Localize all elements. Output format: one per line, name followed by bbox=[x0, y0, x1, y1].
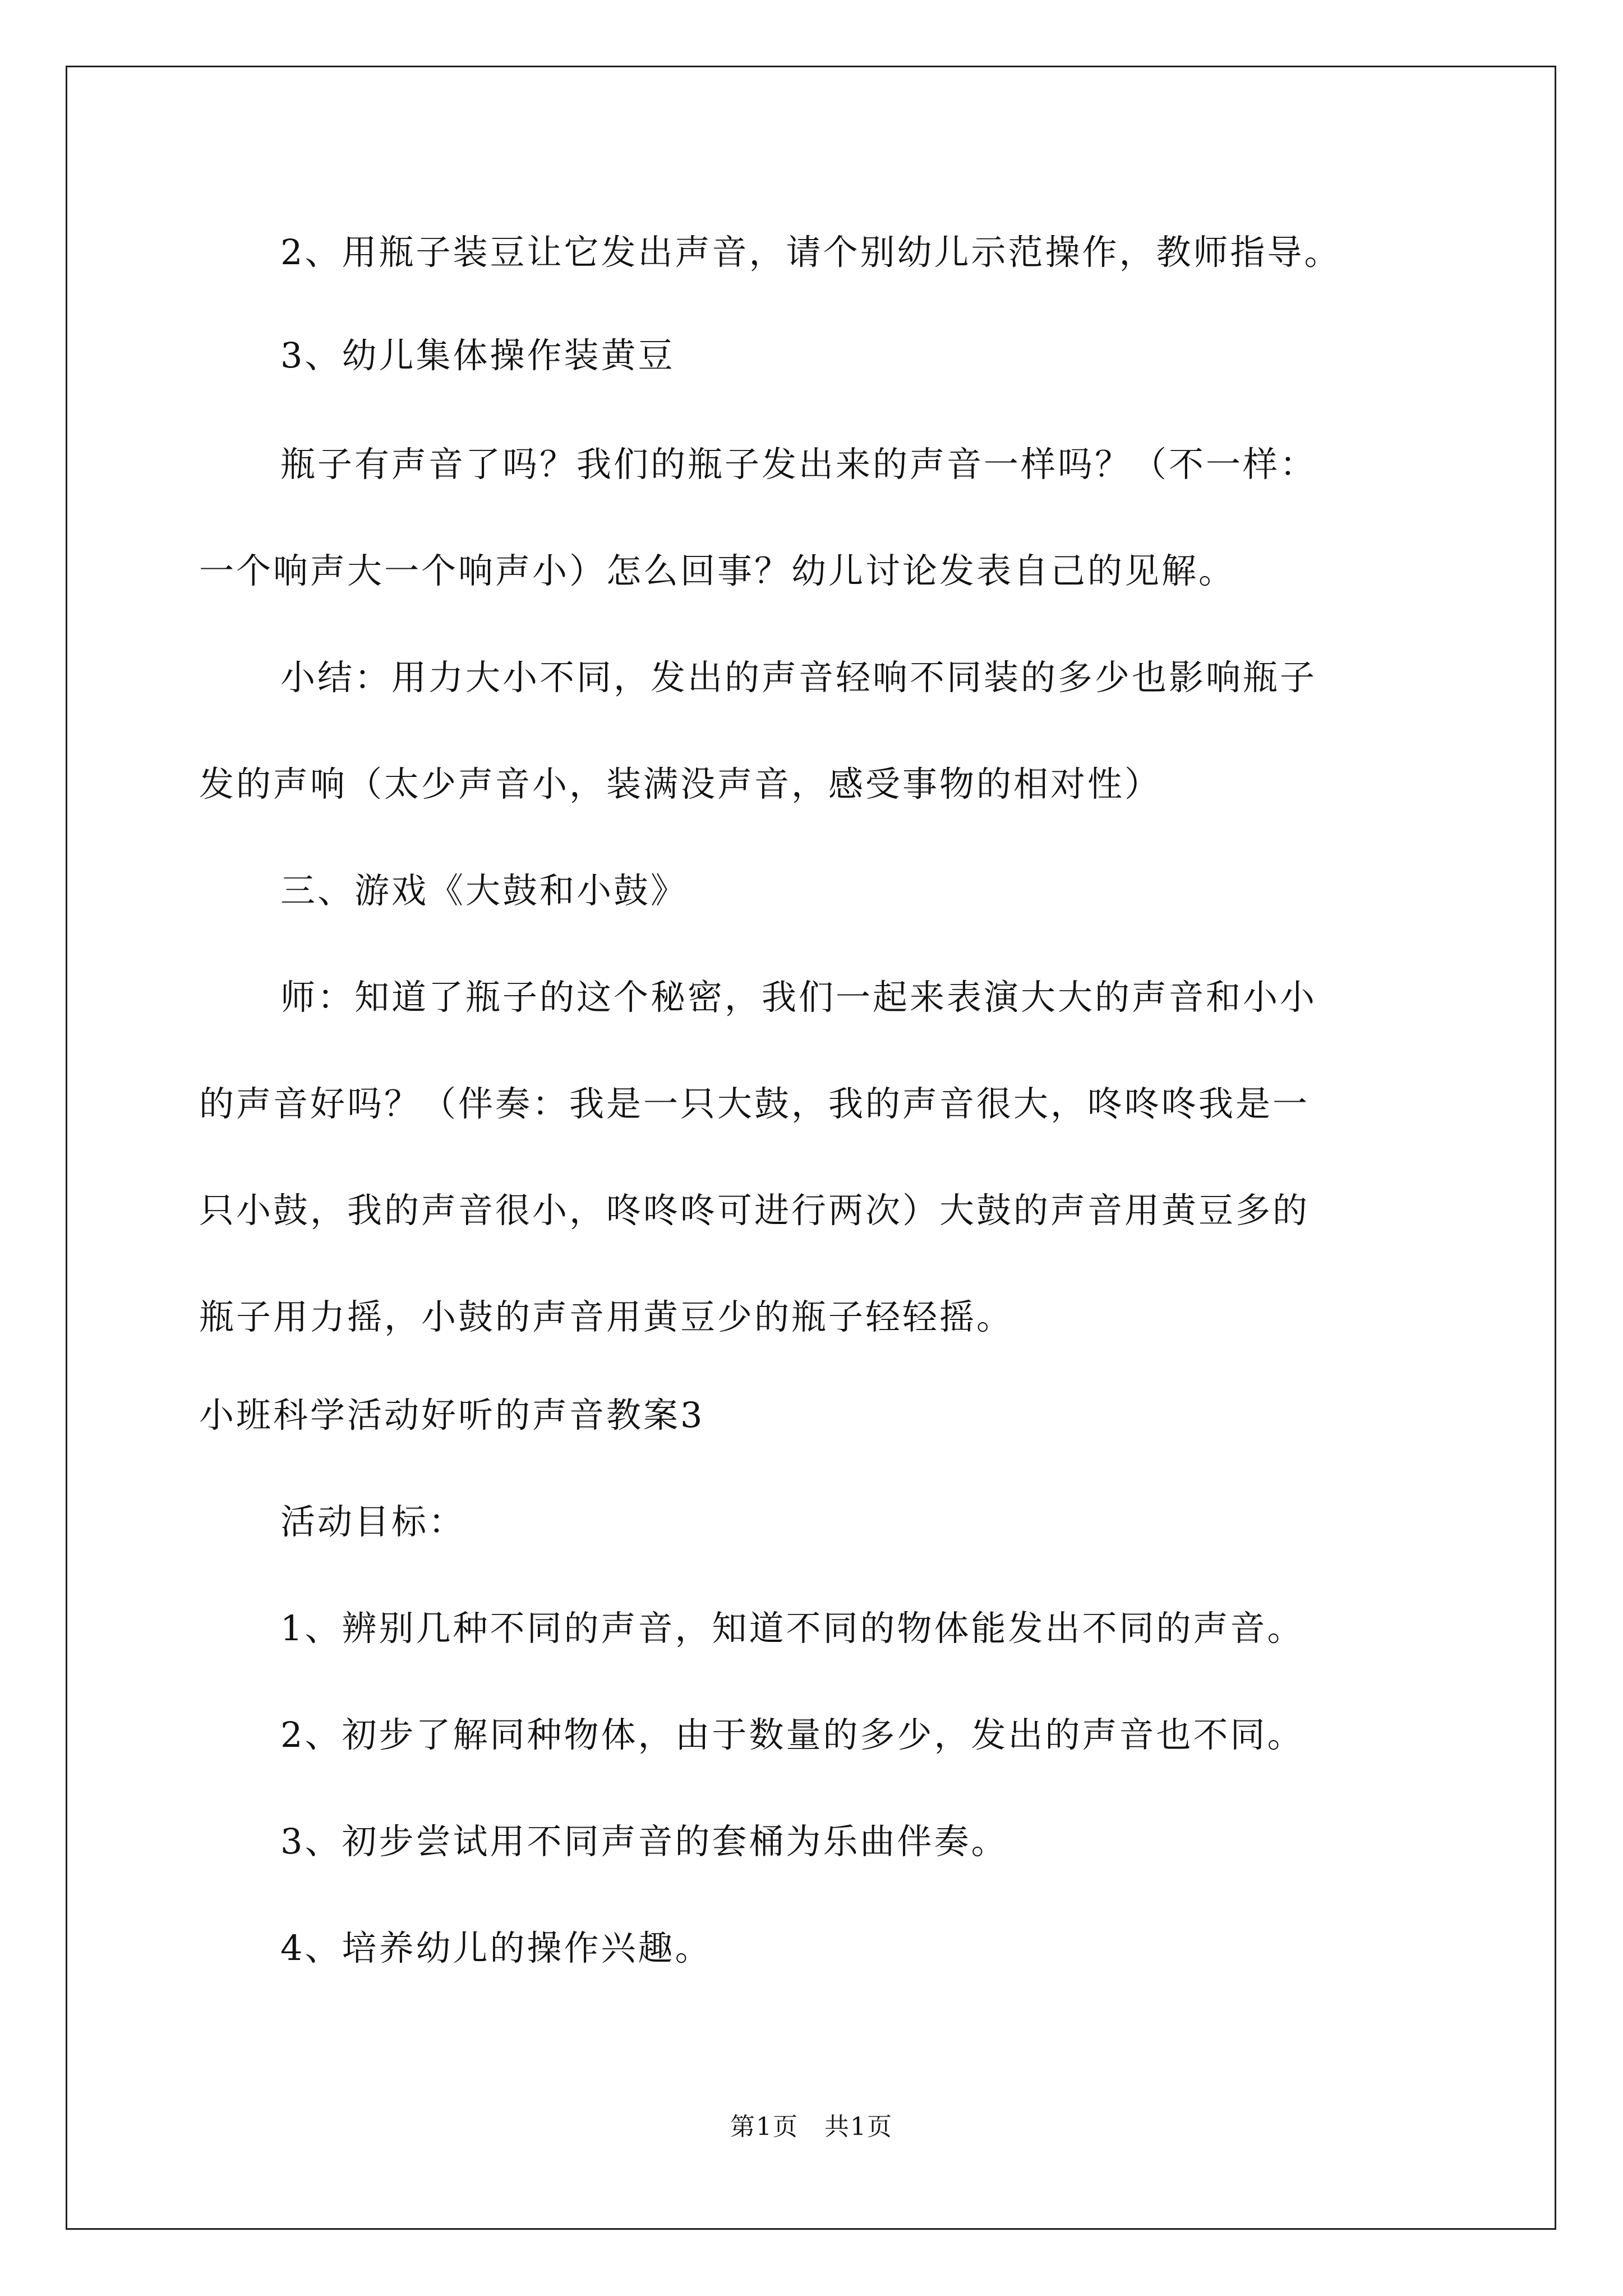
objective-item-1: 1、辨别几种不同的声音，知道不同的物体能发出不同的声音。 bbox=[280, 1608, 1304, 1649]
page-number-footer: 第1页 共1页 bbox=[730, 2113, 893, 2141]
section-heading-game: 三、游戏《大鼓和小鼓》 bbox=[280, 870, 688, 911]
objective-item-4: 4、培养幼儿的操作兴趣。 bbox=[280, 1927, 712, 1968]
page-border bbox=[66, 66, 1556, 2230]
text-line-1: 2、用瓶子装豆让它发出声音，请个别幼儿示范操作，教师指导。 bbox=[280, 232, 1341, 273]
text-line-4: 一个响声大一个响声小）怎么回事？幼儿讨论发表自己的见解。 bbox=[199, 550, 1236, 591]
text-line-2: 3、幼儿集体操作装黄豆 bbox=[280, 335, 675, 376]
text-line-6: 发的声响（太少声音小，装满没声音，感受事物的相对性） bbox=[199, 763, 1162, 804]
objective-item-3: 3、初步尝试用不同声音的套桶为乐曲伴奏。 bbox=[280, 1821, 1008, 1862]
objective-item-2: 2、初步了解同种物体，由于数量的多少，发出的声音也不同。 bbox=[280, 1714, 1304, 1755]
text-line-9: 的声音好吗？（伴奏：我是一只大鼓，我的声音很大，咚咚咚我是一 bbox=[199, 1083, 1310, 1124]
objectives-heading: 活动目标： bbox=[280, 1501, 466, 1542]
text-line-3: 瓶子有声音了吗？我们的瓶子发出来的声音一样吗？（不一样： bbox=[280, 444, 1317, 485]
text-line-11: 瓶子用力摇，小鼓的声音用黄豆少的瓶子轻轻摇。 bbox=[199, 1296, 1014, 1337]
text-line-10: 只小鼓，我的声音很小，咚咚咚可进行两次）大鼓的声音用黄豆多的 bbox=[199, 1190, 1310, 1231]
text-line-5: 小结：用力大小不同，发出的声音轻响不同装的多少也影响瓶子 bbox=[280, 657, 1317, 698]
text-line-8: 师：知道了瓶子的这个秘密，我们一起来表演大大的声音和小小 bbox=[280, 977, 1317, 1018]
lesson-plan-title: 小班科学活动好听的声音教案3 bbox=[199, 1395, 705, 1435]
